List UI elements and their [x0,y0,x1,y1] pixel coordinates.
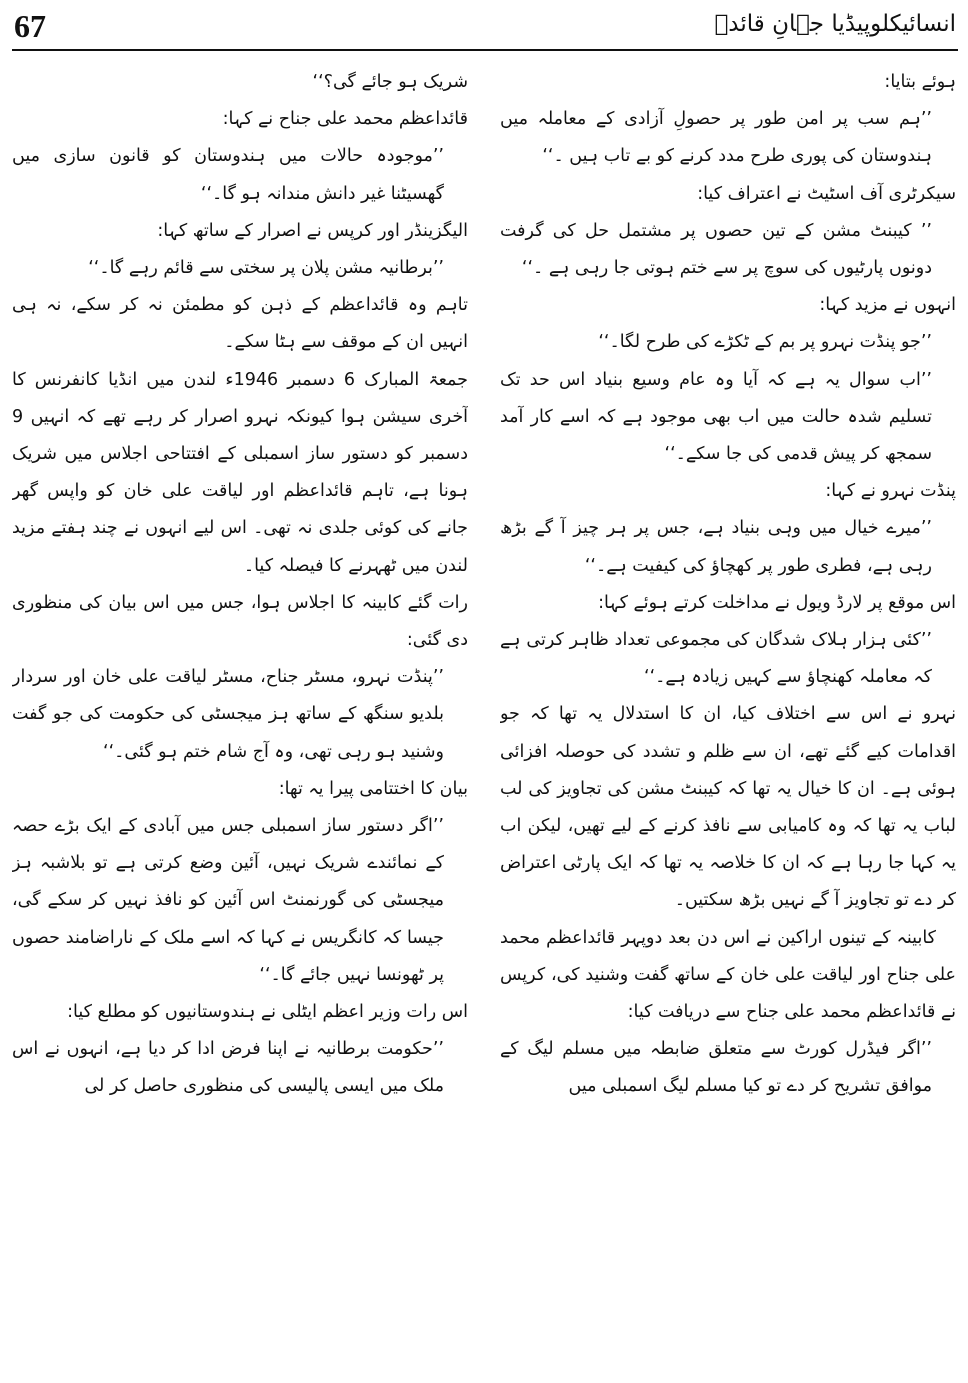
paragraph: ’’جو پنڈت نہرو پر بم کے ٹکڑے کی طرح لگا۔‘‘ [598,332,932,353]
paragraph: ’’اگر فیڈرل کورٹ سے متعلق ضابطہ میں مسلم لیگ کے موافق تشریح کر دے تو کیا مسلم لیگ اسمبلی میں [500,1039,932,1097]
paragraph: ’’اب سوال یہ ہے کہ آیا وہ عام وسیع بنیاد اس حد تک تسلیم شدہ حالت میں اب بھی موجود ہے کہ اسے کار آمد سمجھ کر پیش قدمی کی جا سکے۔‘‘ [500,369,932,465]
paragraph: ہوئے بتایا: [884,72,956,92]
paragraph: بیان کا اختتامی پیرا یہ تھا: [278,778,468,799]
paragraph: کابینہ کے تینوں اراکین نے اس دن بعد دوپہر قائداعظم محمد علی جناح اور لیاقت علی خان کے ساتھ گفت وشنید کی، کرپس نے قائداعظم محمد علی جناح سے دریافت کیا: [500,927,956,1023]
paragraph: انہوں نے مزید کہا: [819,295,956,316]
paragraph: قائداعظم محمد علی جناح نے کہا: [222,109,468,130]
paragraph: ’’موجودہ حالات میں ہندوستان کو قانون سازی میں گھسیٹنا غیر دانش مندانہ ہو گا۔‘‘ [12,146,444,204]
paragraph: ’’ہم سب پر امن طور پر حصولِ آزادی کے معاملہ میں ہندوستان کی پوری طرح مدد کرنے کو بے تاب ہیں ۔‘‘ [500,109,932,167]
paragraph: رات گئے کابینہ کا اجلاس ہوا، جس میں اس بیان کی منظوری دی گئی: [12,592,468,651]
paragraph: ’’کئی ہزار ہلاک شدگان کی مجموعی تعداد ظاہر کرتی ہے کہ معاملہ کھنچاؤ سے کہیں زیادہ ہے۔‘‘ [500,630,932,688]
running-title: انسائیکلوپیڈیا جہانِ قائدؒ [714,11,956,37]
paragraph: ’’ کیبنٹ مشن کے تین حصوں پر مشتمل حل کی گرفت دونوں پارٹیوں کی سوچ پر سے ختم ہوتی جا رہی ہے ۔‘‘ [500,220,932,279]
paragraph: جمعۃ المبارک 6 دسمبر 1946ء لندن میں انڈیا کانفرنس کا آخری سیشن ہوا کیونکہ نہرو اصرار کر رہے تھے کہ انہیں 9 دسمبر کو دستور ساز اسمبلی کے افتتاحی اجلاس میں شریک ہونا ہے، تاہم قائداعظم اور لیاقت علی خان کو واپس گھر جانے کی کوئی جلدی نہ تھی۔ اس لیے انہوں نے چند ہفتے مزید لندن میں ٹھہرنے کا فیصلہ کیا۔ [12,369,468,576]
paragraph: ’’میرے خیال میں وہی بنیاد ہے، جس پر ہر چیز آ گے بڑھ رہی ہے، فطری طور پر کھچاؤ کی کیفیت ہے۔‘‘ [500,518,932,576]
paragraph: اس موقع پر لارڈ ویول نے مداخلت کرتے ہوئے کہا: [598,592,956,613]
paragraph: شریک ہو جائے گی؟‘‘ [312,72,468,92]
page-number: 67 [14,8,46,44]
header-rule [12,49,958,51]
paragraph: ’’حکومت برطانیہ نے اپنا فرض ادا کر دیا ہے، انہوں نے اس ملک میں ایسی پالیسی کی منظوری حاصل کر لی [12,1039,444,1097]
paragraph: ’’پنڈت نہرو، مسٹر جناح، مسٹر لیاقت علی خان اور سردار بلدیو سنگھ کے ساتھ ہز میجسٹی کی حکومت کی جو گفت وشنید ہو رہی تھی، وہ آج شام ختم ہو گئی۔‘‘ [12,667,444,762]
paragraph: پنڈت نہرو نے کہا: [825,481,956,502]
left-column [12,64,468,1380]
paragraph: نہرو نے اس سے اختلاف کیا، ان کا استدلال یہ تھا کہ جو اقدامات کیے گئے تھے، ان سے ظلم و تشدد کی حوصلہ افزائی ہوئی ہے۔ ان کا خیال یہ تھا کہ کیبنٹ مشن کی تجاویز کی لب لباب یہ تھا کہ وہ کامیابی سے نافذ کرنے کے لیے تھیں، لیکن اب یہ کہا جا رہا ہے کہ ان کا خلاصہ یہ تھا کہ ایک پارٹی اعتراض کر دے تو تجاویز آ گے نہیں بڑھ سکتیں۔ [500,704,956,911]
paragraph: اس رات وزیر اعظم ایٹلی نے ہندوستانیوں کو مطلع کیا: [67,1002,468,1023]
paragraph: الیگزینڈر اور کرپس نے اصرار کے ساتھ کہا: [157,220,468,241]
paragraph: تاہم وہ قائداعظم کے ذہن کو مطمئن نہ کر سکے، نہ ہی انہیں ان کے موقف سے ہٹا سکے۔ [12,295,468,353]
paragraph: سیکرٹری آف اسٹیٹ نے اعتراف کیا: [697,183,956,204]
right-column [500,64,956,1380]
paragraph: ’’برطانیہ مشن پلان پر سختی سے قائم رہے گا۔‘‘ [88,258,444,279]
paragraph: ’’اگر دستور ساز اسمبلی جس میں آبادی کے ایک بڑے حصہ کے نمائندے شریک نہیں، آئین وضع کرتی ہے تو بلاشبہ ہز میجسٹی کی گورنمنٹ اس آئین کو نافذ نہیں کر سکے گی، جیسا کہ کانگریس نے کہا کہ اسے ملک کے ناراضامند حصوں پر ٹھونسا نہیں جائے گا۔‘‘ [12,816,444,985]
